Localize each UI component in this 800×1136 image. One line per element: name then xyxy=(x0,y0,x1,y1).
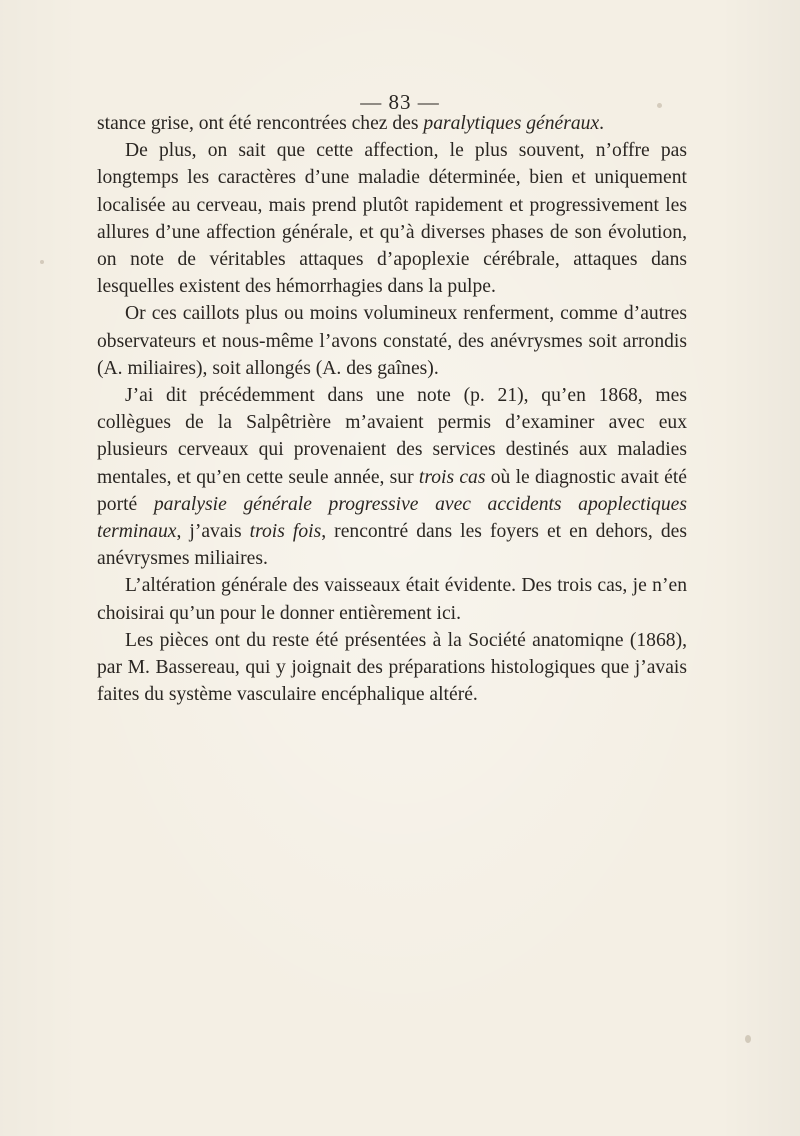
paragraph-1-italic: paralytiques généraux xyxy=(423,113,600,134)
paper-spot xyxy=(657,103,662,108)
paragraph-4-text-b: où le diagnostic avait été porté xyxy=(97,466,687,515)
paragraph-2-text: De plus, on sait que cette affection, le plus souvent, n’offre pas longtemps les caractères d’une maladie déterminée, bien et uniquement localisée au cerveau, mais prend plutôt rapidement et progressivement les allures d’une affection générale, et qu’à diverses phases de son évolution, on note de véritables attaques d’apoplexie cérébrale, attaques dans lesquelles existent des hémorrhagies dans la pulpe. xyxy=(97,140,687,298)
paragraph-2 xyxy=(97,137,687,300)
paragraph-1-end: . xyxy=(599,113,605,134)
paragraph-5-text: L’altération générale des vaisseaux était évidente. Des trois cas, je n’en choisirai qu’un pour le donner entièrement ici. xyxy=(97,575,687,624)
body-text xyxy=(97,110,687,708)
paragraph-5 xyxy=(97,572,687,626)
paper-spot xyxy=(40,260,44,264)
paragraph-3 xyxy=(97,300,687,382)
paragraph-6-text: Les pièces ont du reste été présentées à la Société anatomiqne (1868), par M. Bassereau, qui y joignait des préparations histologiques que j’avais faites du système vasculaire encéphalique altéré. xyxy=(97,629,687,706)
paragraph-4-italic-a: trois cas xyxy=(418,466,486,488)
paragraph-4-italic-c: trois fois xyxy=(249,521,322,543)
page-number: — 83 — xyxy=(360,90,440,114)
paragraph-1 xyxy=(97,110,687,137)
paper-spot xyxy=(745,1035,751,1043)
paragraph-4 xyxy=(97,382,687,572)
paragraph-4-text-a: J’ai dit précédemment dans une note (p. 21), qu’en 1868, mes collègues de la Salpêtrière m’avaient permis d’examiner avec eux plusieurs cerveaux qui provenaient des services destinés aux maladies mentales, et qu’en cette seule année, sur xyxy=(97,385,687,488)
paragraph-4-text-c: , j’avais xyxy=(176,521,250,543)
paragraph-6 xyxy=(97,627,687,709)
paragraph-1-text: stance grise, ont été rencontrées chez des xyxy=(97,113,424,134)
paragraph-4-text-d: , rencontré dans les foyers et en dehors, des anévrysmes miliaires. xyxy=(97,521,687,570)
paragraph-3-text: Or ces caillots plus ou moins volumineux renferment, comme d’autres observateurs et nous-même l’avons constaté, des anévrysmes soit arrondis (A. miliaires), soit allongés (A. des gaînes). xyxy=(97,303,687,379)
paragraph-4-italic-b: paralysie générale progressive avec accidents apoplectiques terminaux xyxy=(97,493,687,543)
